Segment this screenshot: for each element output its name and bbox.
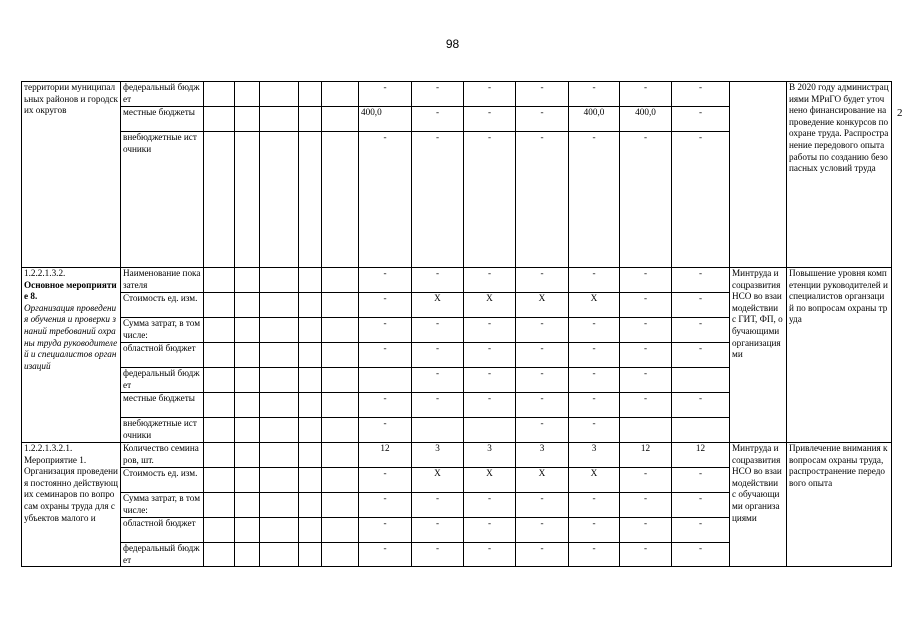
value-cell: - <box>569 132 620 268</box>
value-cell: - <box>464 132 516 268</box>
page-number: 98 <box>445 37 460 51</box>
value-cell: 12 <box>359 443 412 468</box>
value-cell: 12 <box>672 443 730 468</box>
value-cell: X <box>412 468 464 493</box>
value-cell: - <box>464 493 516 518</box>
value-cell: - <box>620 268 672 293</box>
value-cell: - <box>516 368 569 393</box>
value-cell: - <box>620 393 672 418</box>
value-cell: - <box>464 268 516 293</box>
value-cell: - <box>412 393 464 418</box>
value-cell: 3 <box>516 443 569 468</box>
value-cell: - <box>620 368 672 393</box>
row-label: областной бюджет <box>121 343 204 368</box>
source-cell: федеральный бюджет <box>121 82 204 107</box>
program-table <box>21 81 892 567</box>
value-cell: 12 <box>620 443 672 468</box>
value-cell: - <box>516 418 569 443</box>
row-label: федеральный бюджет <box>121 543 204 567</box>
row-label: Количество семинаров, шт. <box>121 443 204 468</box>
value-cell: X <box>464 293 516 318</box>
value-cell: - <box>620 493 672 518</box>
value-cell: - <box>672 132 730 268</box>
value-cell: 3 <box>412 443 464 468</box>
value-cell: - <box>359 393 412 418</box>
value-cell: - <box>464 368 516 393</box>
value-cell: - <box>464 343 516 368</box>
section2-heading <box>22 268 121 443</box>
value-cell: X <box>516 293 569 318</box>
value-cell: - <box>620 318 672 343</box>
value-cell: - <box>672 343 730 368</box>
section3-desc: Организация проведения постоянно действующих семинаров по вопросам охраны труда для субъектов малого и <box>24 466 118 523</box>
value-cell: - <box>569 418 620 443</box>
value-cell: - <box>464 107 516 132</box>
value-cell: - <box>516 518 569 543</box>
value-cell: - <box>672 543 730 567</box>
section2-result: Повышение уровня компетенции руководителей и специалистов органзаций по вопросам охраны труда <box>787 268 892 443</box>
section3-heading <box>22 443 121 567</box>
value-cell: 400,0 <box>359 107 412 132</box>
value-cell: - <box>412 132 464 268</box>
row-label: федеральный бюджет <box>121 368 204 393</box>
value-cell: 400,0 <box>569 107 620 132</box>
value-cell: - <box>620 468 672 493</box>
value-cell: - <box>412 518 464 543</box>
row-label: Сумма затрат, в том числе: <box>121 318 204 343</box>
value-cell: - <box>516 318 569 343</box>
value-cell: - <box>359 418 412 443</box>
value-cell: 400,0 <box>620 107 672 132</box>
value-cell: - <box>412 107 464 132</box>
table-row <box>22 82 892 107</box>
value-cell: - <box>412 318 464 343</box>
section2-code: 1.2.2.1.3.2. <box>24 268 66 278</box>
value-cell: X <box>569 468 620 493</box>
value-cell: - <box>359 318 412 343</box>
value-cell: - <box>516 493 569 518</box>
value-cell: - <box>620 518 672 543</box>
value-cell: - <box>672 493 730 518</box>
value-cell: - <box>620 543 672 567</box>
value-cell: - <box>672 518 730 543</box>
value-cell: - <box>620 343 672 368</box>
value-cell: 3 <box>464 443 516 468</box>
value-cell: - <box>569 318 620 343</box>
value-cell: - <box>464 318 516 343</box>
value-cell: - <box>359 343 412 368</box>
value-cell: - <box>464 543 516 567</box>
value-cell: X <box>569 293 620 318</box>
value-cell: - <box>672 268 730 293</box>
value-cell: - <box>672 393 730 418</box>
value-cell: - <box>672 107 730 132</box>
section3-code: 1.2.2.1.3.2.1. <box>24 443 73 453</box>
value-cell: - <box>516 82 569 107</box>
value-cell: - <box>569 268 620 293</box>
value-cell: - <box>412 493 464 518</box>
row-label: областной бюджет <box>121 518 204 543</box>
value-cell: - <box>359 293 412 318</box>
value-cell: - <box>516 393 569 418</box>
value-cell: - <box>672 468 730 493</box>
section1-label: территории муниципальных районов и городских округов <box>22 82 121 268</box>
section3-title: Мероприятие 1. <box>24 454 87 465</box>
value-cell: - <box>672 293 730 318</box>
value-cell: - <box>359 268 412 293</box>
value-cell: 3 <box>569 443 620 468</box>
value-cell: - <box>620 293 672 318</box>
value-cell: - <box>620 132 672 268</box>
row-label: внебюджетные источники <box>121 418 204 443</box>
value-cell: - <box>412 82 464 107</box>
value-cell: - <box>359 468 412 493</box>
section2-executor: Минтруда и соцразвития НСО во взаимодействии с ГИТ, ФП, обучающими организациями <box>730 268 787 443</box>
section3-executor: Минтруда и соцразвития НСО во взаимодействии с обучающими организациями <box>730 443 787 567</box>
value-cell: - <box>359 132 412 268</box>
value-cell: - <box>569 82 620 107</box>
section2-title: Основное мероприятие 8. <box>24 279 117 302</box>
value-cell: - <box>569 518 620 543</box>
row-label: Стоимость ед. изм. <box>121 468 204 493</box>
source-cell: внебюджетные источники <box>121 132 204 268</box>
value-cell: X <box>516 468 569 493</box>
value-cell: X <box>412 293 464 318</box>
value-cell: - <box>672 318 730 343</box>
value-cell: - <box>569 343 620 368</box>
value-cell: - <box>359 493 412 518</box>
value-cell: - <box>516 543 569 567</box>
section3-result: Привлечение внимания к вопросам охраны труда, распространение передового опыта <box>787 443 892 567</box>
value-cell: - <box>672 82 730 107</box>
value-cell: - <box>464 518 516 543</box>
value-cell: - <box>620 82 672 107</box>
value-cell: - <box>516 268 569 293</box>
value-cell: - <box>412 268 464 293</box>
section2-desc: Организация проведения обучения и проверки знаний требований охраны труда руководителей и специалистов организаций <box>24 302 118 371</box>
value-cell: - <box>464 393 516 418</box>
value-cell: - <box>516 132 569 268</box>
value-cell: - <box>359 543 412 567</box>
source-cell: местные бюджеты <box>121 107 204 132</box>
value-cell: - <box>516 343 569 368</box>
row-label: Сумма затрат, в том числе: <box>121 493 204 518</box>
side-number: 2 <box>897 107 903 119</box>
table-row <box>22 443 892 468</box>
value-cell: - <box>412 343 464 368</box>
value-cell: X <box>464 468 516 493</box>
value-cell: - <box>412 543 464 567</box>
value-cell: - <box>516 107 569 132</box>
row-label: Стоимость ед. изм. <box>121 293 204 318</box>
value-cell: - <box>464 82 516 107</box>
row-label: местные бюджеты <box>121 393 204 418</box>
section1-result: В 2020 году администрациями МРиГО будет уточнено финансирование на проведение конкурсов по охране труда. Распространение передового опыта работы по созданию безопасных условий труда <box>787 82 892 268</box>
value-cell: - <box>359 518 412 543</box>
row-label: Наименование показателя <box>121 268 204 293</box>
value-cell: - <box>569 493 620 518</box>
value-cell: - <box>569 368 620 393</box>
value-cell: - <box>412 368 464 393</box>
value-cell: - <box>569 543 620 567</box>
table-row <box>22 268 892 293</box>
value-cell: - <box>569 393 620 418</box>
value-cell: - <box>359 82 412 107</box>
